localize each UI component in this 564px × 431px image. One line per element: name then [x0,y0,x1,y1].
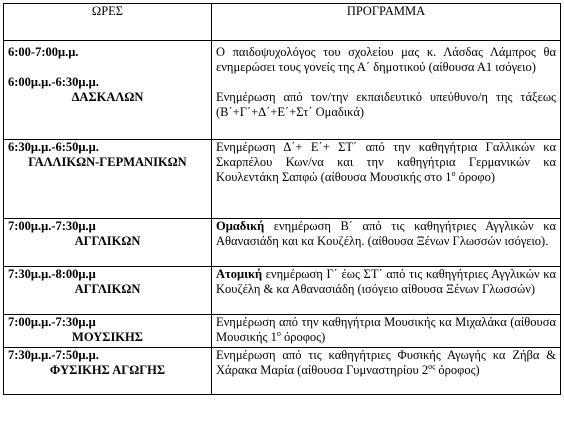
program-text: Ενημέρωση Δ΄+ Ε΄+ ΣΤ΄ από την καθηγήτρια Γαλλικών κα Σκαρπέλου Κων/να και την καθηγήτρια Γερμανικών κα Κουλεντάκη Σαπφώ (αίθουσα Μουσικής στο 1 [216,140,556,184]
program-text: Ενημέρωση από την καθηγήτρια Μουσικής κα Μιχαλάκα (αίθουσα Μουσικής 1 [216,315,556,344]
program-text-end: όροφος) [435,363,480,377]
time-range: 7:30μ.μ.-7:50μ.μ. [8,348,99,362]
program-text: Ενημέρωση από τον/την εκπαιδευτικό υπεύθυνο/η της τάξεως (Β΄+Γ΄+Δ΄+Ε΄+Στ΄ Ομαδικά) [216,90,556,119]
time-cell [4,267,212,315]
program-emphasis: Ατομική [216,267,263,281]
program-cell [212,219,561,267]
table-row [4,267,561,315]
time-range: 7:00μ.μ.-7:30μ.μ [8,219,96,233]
superscript: ος [428,361,436,371]
program-cell [212,41,561,140]
program-text-end: όροφο) [455,170,496,184]
program-cell [212,315,561,348]
table-row [4,315,561,348]
table-row [4,348,561,395]
schedule-table [3,3,561,395]
program-text: Ο παιδοψυχολόγος του σχολείου μας κ. Λάσδας Λάμπρος θα ενημερώσει τους γονείς της Α΄ δημοτικού (αίθουσα Α1 ισόγειο) [216,45,556,74]
time-range: 7:00μ.μ.-7:30μ.μ [8,315,96,329]
program-emphasis: Ομαδική [216,219,265,233]
subject-label: ΑΓΓΛΙΚΩΝ [74,282,141,296]
program-cell [212,348,561,395]
table-row [4,219,561,267]
program-text: ενημέρωση Β΄ από τις καθηγήτριες Αγγλικών κα Αθανασιάδη και κα Κουζέλη. (αίθουσα Ξένων Γλωσσών ισόγειο). [216,219,556,248]
time-cell [4,315,212,348]
program-text: Ενημέρωση από τις καθηγήτριες Φυσικής Αγωγής κα Ζήβα & Χάρακα Μαρία (αίθουσα Γυμναστηρίου 2 [216,348,556,377]
time-range: 6:00μ.μ.-6:30μ.μ. [8,75,99,89]
header-program: ΠΡΟΓΡΑΜΜΑ [212,4,561,41]
subject-label: ΜΟΥΣΙΚΗΣ [72,330,143,344]
subject-label: ΓΑΛΛΙΚΩΝ-ΓΕΡΜΑΝΙΚΩΝ [28,155,187,169]
time-cell [4,140,212,219]
superscript: ο [451,168,456,178]
header-time: ΩΡΕΣ [4,4,212,41]
program-text: ενημέρωση Γ΄ έως ΣΤ΄ από τις καθηγήτριες Αγγλικών κα Κουζέλη & κα Αθανασιάδη (ισόγειο αίθουσα Ξένων Γλωσσών) [216,267,556,296]
subject-label: ΔΑΣΚΑΛΩΝ [71,90,144,104]
time-range: 6:00-7:00μ.μ. [8,45,79,59]
subject-label: ΑΓΓΛΙΚΩΝ [74,234,141,248]
time-range: 6:30μ.μ.-6:50μ.μ. [8,140,99,154]
superscript: ο [276,328,281,338]
program-cell [212,140,561,219]
program-cell [212,267,561,315]
time-cell [4,219,212,267]
time-range: 7:30μ.μ.-8:00μ.μ [8,267,96,281]
time-cell [4,41,212,140]
time-cell [4,348,212,395]
table-row [4,140,561,219]
program-text-end: όροφος) [280,330,326,344]
header-row [4,4,561,41]
subject-label: ΦΥΣΙΚΗΣ ΑΓΩΓΗΣ [49,363,166,377]
table-row [4,41,561,140]
